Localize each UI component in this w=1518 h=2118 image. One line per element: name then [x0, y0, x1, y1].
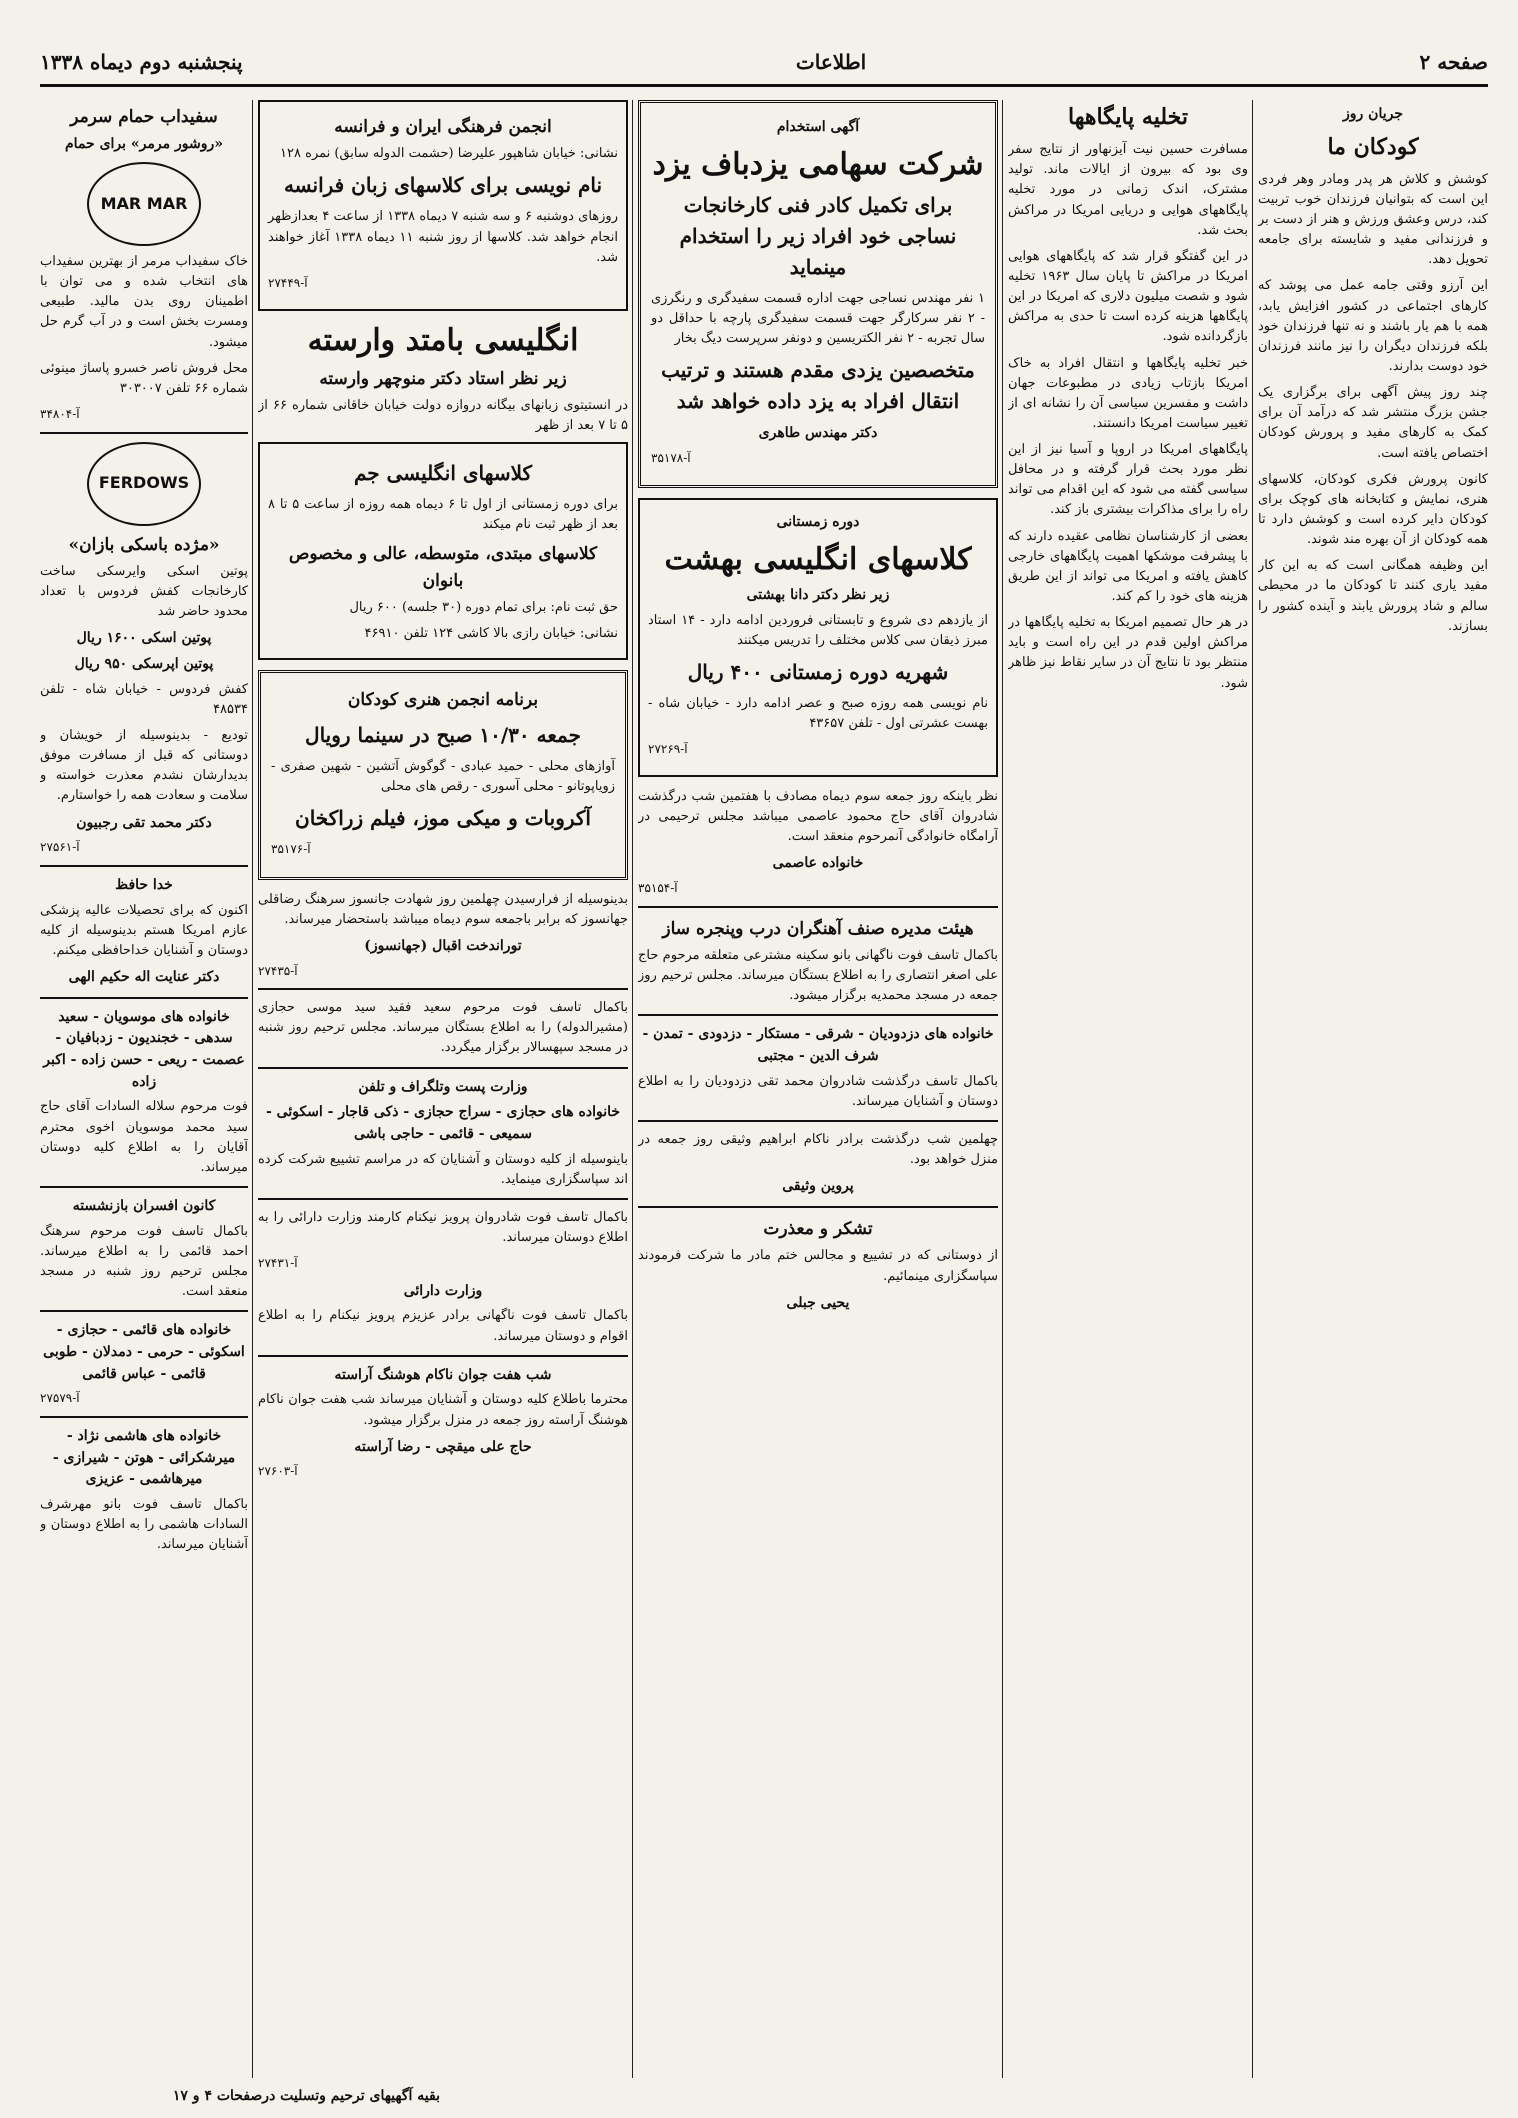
ad-code: آ-۲۷۴۴۹: [268, 275, 308, 290]
notice-families: خانواده های موسویان - سعید سدهی - خجندیون - زدبافیان - عصمت - ریعی - حسن زاده - اکبر زاده: [43, 1008, 245, 1090]
masthead: [40, 40, 1488, 87]
english-ad-kicker: دوره زمستانی: [776, 514, 860, 531]
editorial-paragraph: این وظیفه همگانی است که به این کار مفید یاری کنند تا کودکان ما در محیطی سالم و شاد پرورش یابند و آینده کشور را بسازند.: [1258, 558, 1488, 634]
page-footer-note: بقیه آگهیهای ترحیم وتسلیت درصفحات ۴ و ۱۷: [172, 2088, 440, 2104]
article-paragraph: مسافرت حسین نیت آیزنهاور از نتایج سفر وی بود که بیرون از ایالات ماند. تولید مشترک، اندک زمانی در مورد تخلیه پایگاههای هوایی و دریایی امریکا در مراکش بحث شد.: [1008, 142, 1248, 238]
marmar-ad-subtitle: «روشور مرمر» برای حمام: [65, 136, 223, 153]
notice-text: باینوسیله از کلیه دوستان و آشنایان که در مراسم تشییع شرکت کرده اند سپاسگزاری مینماید.: [258, 1151, 628, 1187]
notice-text: باکمال تاسف فوت شادروان پرویز نیکنام کارمند وزارت دارائی را به اطلاع دوستان میرساند.: [258, 1209, 628, 1246]
editorial-paragraph: کانون پرورش فکری کودکان، کلاسهای هنری، نمایش و کتابخانه های کوچک برای کودکان دایر کرده است و کوشش دارد تا همه کودکان از آن بهره مند شوند.: [1258, 471, 1488, 548]
ferdows-logo: FERDOWS: [87, 442, 201, 526]
notice-text: باکمال تاسف فوت ناگهانی برادر عزیزم پرویز نیکنام را به اطلاع اقوام و دوستان میرساند.: [258, 1308, 628, 1344]
notice-title: شب هفت جوان ناکام هوشنگ آراسته: [334, 1366, 552, 1383]
ad-code: آ-۲۷۴۳۵: [258, 963, 298, 978]
editorial-title: کودکان ما: [1327, 133, 1419, 160]
children-art-ad: [258, 670, 628, 879]
english-ad-body: از یازدهم دی شروع و تابستانی فروردین ادامه دارد - ۱۴ استاد مبرز ذیقان سی کلاس مختلف را تدریس میکنند: [648, 612, 988, 648]
farewell-note: تودیع - بدینوسیله از خویشان و دوستانی که قبل از مسافرت موفق بدیدارشان نشدم معذرت خواسته و سلامت و سعادت همه را خواستارم.: [40, 728, 248, 804]
ski-ad-address: کفش فردوس - خیابان شاه - تلفن ۴۸۵۳۴: [40, 681, 248, 717]
marmar-ad-address: محل فروش ناصر خسرو پاساژ مینوئی شماره ۶۶ تلفن ۳۰۳۰۰۷: [40, 360, 248, 396]
notice-signature: پروین وثیقی: [782, 1178, 854, 1195]
article-paragraph: بعضی از کارشناسان نظامی عقیده دارند که با پیشرفت موشکها اهمیت پایگاههای خارجی کاهش یافته و امریکا می تواند از این طریق هزینه های خود را کم کند.: [1008, 528, 1248, 605]
notice-families: خانواده های حجازی - سراج حجازی - ذکی قاجار - اسکوئی - سمیعی - قائمی - حاجی باشی: [265, 1104, 621, 1142]
notice-text: باکمال تاسف فوت بانو مهرشرف السادات هاشمی را به اطلاع دوستان و آشنایان میرساند.: [40, 1496, 248, 1553]
notice-title: وزارت دارائی: [403, 1282, 483, 1299]
varasteh-ad-title: انگلیسی بامتد وارسته: [307, 322, 579, 358]
notice-title: کانون افسران بازنشسته: [72, 1197, 216, 1214]
notice-signature: توراندخت اقبال (جهانسوز): [364, 937, 522, 954]
newspaper-page: [40, 100, 1488, 2078]
ski-ad-subtitle: پوتین اسکی وایرسکی ساخت کارخانجات کفش فردوس با تعداد محدود حاضر شد: [40, 563, 248, 620]
issue-date: پنجشنبه دوم دیماه ۱۳۳۸: [40, 50, 243, 74]
jam-ad-fee: حق ثبت نام: برای تمام دوره (۳۰ جلسه) ۶۰۰ ریال: [349, 600, 618, 616]
ad-code: آ-۳۴۸۰۴: [40, 407, 80, 422]
english-classes-ad: [638, 498, 998, 777]
art-ad-body: آوازهای محلی - حمید عبادی - گوگوش آتشین - شهین صفری - زویاپوتانو - محلی آسوری - رقص های محلی: [271, 758, 615, 794]
jam-ad-title: کلاسهای انگلیسی جم: [353, 461, 533, 486]
article-paragraph: در هر حال تصمیم امریکا به تخلیه پایگاهها در مراکش اولین قدم در این راه است و باید منتظر بود تا نتایج آن در سایر نقاط نیز ظاهر شود.: [1008, 615, 1248, 691]
art-ad-footer: آکروبات و میکی موز، فیلم زراکخان: [295, 806, 591, 830]
varasteh-ad-subtitle: زیر نظر استاد دکتر منوچهر وارسته: [319, 368, 567, 389]
article-title: تخلیه پایگاهها: [1068, 104, 1188, 130]
job-ad-kicker: آگهی استخدام: [776, 119, 860, 135]
editorial-paragraph: این آرزو وقتی جامه عمل می پوشد که کارهای اجتماعی در کشور افزایش یابد، همه با هم یار باشند و نه تنها فرزندان خود بلکه فرزندان دیگران را نیز مانند فرزندان خود دوست بدارند.: [1258, 278, 1488, 375]
job-ad: [638, 100, 998, 488]
ad-code: آ-۲۷۲۶۹: [648, 742, 688, 757]
marmar-ad-title: سفیداب حمام سرمر: [70, 107, 218, 127]
job-ad-company: شرکت سهامی یزدباف یزد: [652, 146, 984, 182]
notice-text: نظر باینکه روز جمعه سوم دیماه مصادف با هفتمین شب درگذشت شادروان آقای حاج محمود عاصمی میباشد مجلس ترحیمی در آرامگاه خانوادگی آنمرحوم منعقد است.: [638, 788, 998, 845]
notice-families: خانواده های قائمی - حجازی - اسکوئی - حرمی - دمدلان - طوبی قائمی - عباس قائمی: [43, 1322, 245, 1382]
job-ad-contact: دکتر مهندس طاهری: [758, 425, 878, 442]
art-ad-time: جمعه ۱۰/۳۰ صبح در سینما رویال: [305, 722, 581, 747]
ad-code: آ-۲۷۵۷۹: [40, 1391, 80, 1406]
art-ad-title: برنامه انجمن هنری کودکان: [347, 690, 539, 711]
notice-text: چهلمین شب درگذشت برادر ناکام ابراهیم وثیقی روز جمعه در منزل خواهد بود.: [638, 1132, 998, 1168]
notice-text: محترما باطلاع کلیه دوستان و آشنایان میرساند شب هفت جوان ناکام هوشنگ آراسته روز جمعه در منزل برگزار میشود.: [258, 1392, 628, 1428]
article-paragraph: در این گفتگو قرار شد که پایگاههای هوایی امریکا در مراکش تا پایان سال ۱۹۶۳ تخلیه شود و شصت میلیون دلاری که امریکا در این پایگاهها هزینه کرده است تا حدی به مراکش بازگردانده شود.: [1008, 248, 1248, 345]
column-kicker: جریان روز: [1343, 106, 1403, 122]
job-ad-body: ۱ نفر مهندس نساجی جهت اداره قسمت سفیدگری و رنگرزی - ۲ نفر سرکارگر جهت قسمت سفیدگری پارچه با حداقل دو سال تجربه - ۲ نفر الکتریسین و دونفر سرپرست دیگ بخار: [651, 290, 985, 346]
ski-price: پوتین اسکی ۱۶۰۰ ریال: [76, 630, 212, 647]
notice-signature: دکتر عنایت اله حکیم الهی: [68, 968, 220, 985]
jam-ad-body: برای دوره زمستانی از اول تا ۶ دیماه همه روزه از ساعت ۵ تا ۸ بعد از ظهر ثبت نام میکند: [268, 497, 618, 533]
notice-title: هیئت مدیره صنف آهنگران درب وپنجره ساز: [662, 918, 974, 939]
varasteh-ad-body: در انستیتوی زبانهای بیگانه دروازه دولت خیابان خاقانی شماره ۶۶ از ۵ تا ۷ بعد از ظهر: [258, 397, 628, 433]
editorial-paragraph: کوشش و کلاش هر پدر ومادر وهر فردی این است که بتوانیان فرزندان خوب تربیت کند، درس وعشق ورزش و هنر از دست بر و فرزندانی مفید و شایسته برای جامعه تحویل دهد.: [1258, 171, 1488, 268]
french-ad-subtitle: نام نویسی برای کلاسهای زبان فرانسه: [283, 173, 603, 198]
newspaper-name: اطلاعات: [795, 50, 867, 74]
notice-text: باکمال تاسف فوت مرحوم سرهنگ احمد قائمی را به اطلاع میرساند. مجلس ترحیم روز شنبه در مسجد منعقد است.: [40, 1223, 248, 1300]
ski-price: پوتین اپرسکی ۹۵۰ ریال: [74, 656, 214, 673]
english-ad-address: نام نویسی همه روزه صبح و عصر ادامه دارد - خیابان شاه - بهست عشرتی اول - تلفن ۴۳۶۵۷: [648, 696, 988, 732]
page-number: صفحه ۲: [1419, 50, 1488, 74]
notice-title: وزارت پست وتلگراف و تلفن: [358, 1078, 528, 1095]
notice-text: از دوستانی که در تشییع و مجالس ختم مادر ما شرکت فرمودند سپاسگزاری مینمائیم.: [638, 1248, 998, 1284]
french-ad-body: روزهای دوشنبه ۶ و سه شنبه ۷ دیماه ۱۳۳۸ از ساعت ۴ بعدازظهر انجام خواهد شد. کلاسها از روز شنبه ۱۱ دیماه ۱۳۳۸ آغاز خواهند شد.: [268, 209, 618, 265]
english-ad-fee: شهریه دوره زمستانی ۴۰۰ ریال: [687, 660, 949, 685]
english-ad-title: کلاسهای انگلیسی بهشت: [664, 542, 972, 578]
notice-signature: دکتر محمد تقی رجبیون: [76, 814, 212, 831]
french-ad-title: انجمن فرهنگی ایران و فرانسه: [334, 117, 552, 137]
notice-text: فوت مرحوم سلاله السادات آقای حاج سید محمد موسویان اخوی محترم آقایان را به اطلاع کلیه دوستان میرساند.: [40, 1099, 248, 1175]
article-column: [1008, 100, 1248, 2078]
notice-title: تشکر و معذرت: [763, 1219, 873, 1240]
notice-text: باکمال تاسف فوت مرحوم سعید فقید سید موسی حجازی (مشیرالدوله) را به اطلاع بستگان میرساند. مجلس ترحیم روز شنبه در مسجد سپهسالار برگزار میگردد.: [258, 1000, 628, 1056]
english-ad-subtitle: زیر نظر دکتر دانا بهشتی: [746, 587, 890, 604]
marmar-logo: MAR MAR: [87, 162, 201, 246]
ad-code: آ-۳۵۱۷۶: [271, 842, 311, 856]
article-paragraph: خبر تخلیه پایگاهها و انتقال افراد به خاک امریکا بازتاب زیادی در مطبوعات جهان داشت و مفسرین سیاسی آن را نشانه ای از تغییر سیاست امریکا دانستند.: [1008, 355, 1248, 431]
job-ad-subtitle: برای تکمیل کادر فنی کارخانجات نساجی خود افراد زیر را استخدام مینماید: [679, 192, 957, 279]
job-ad-note: متخصصین یزدی مقدم هستند و ترتیب انتقال افراد به یزد داده خواهد شد: [661, 358, 975, 414]
editorial-paragraph: چند روز پیش آگهی برای برگزاری یک جشن بزرگ منتشر شد که درآمد آن برای کمک به کارهای مفید و پرورش کودکان اختصاص یافته است.: [1258, 385, 1488, 461]
notice-title: خدا حافظ: [115, 876, 173, 893]
ads-column-3: [638, 100, 998, 2078]
ad-code: آ-۲۷۴۳۱: [258, 1256, 298, 1271]
notice-text: باکمال تاسف فوت ناگهانی بانو سکینه مشترعی متعلقه مرحوم حاج علی اصغر انتصاری را به اطلاع بستگان میرساند. مجلس ترحیم روز جمعه در مسجد محمدیه برگزار میشود.: [638, 947, 998, 1004]
notice-signature: حاج علی میقچی - رضا آراسته: [354, 1438, 532, 1455]
notice-signature: خانواده عاصمی: [772, 855, 864, 872]
article-paragraph: پایگاههای امریکا در اروپا و آسیا نیز از این نظر مورد بحث قرار گرفته و در محافل سیاسی گفته می شود که این اقدام می تواند راه را برای مذاکرات بیشتری باز کند.: [1008, 442, 1248, 518]
notice-text: باکمال تاسف درگذشت شادروان محمد تقی دزدودیان را به اطلاع دوستان و آشنایان میرساند.: [638, 1073, 998, 1109]
ski-ad-title: «مژده باسکی بازان»: [68, 534, 220, 555]
marmar-ad-body: خاک سفیداب مرمر از بهترین سفیداب های انتخاب شده و می توان با اطمینان روی بدن مالید. طبیعی ومسرت بخش است و در آب گرم حل میشود.: [40, 254, 248, 350]
jam-ad-address: نشانی: خیابان رازی بالا کاشی ۱۲۴ تلفن ۴۶۹۱۰: [364, 626, 618, 642]
jam-classes-ad: [258, 442, 628, 660]
french-ad-address: نشانی: خیابان شاهپور علیرضا (حشمت الدوله سابق) نمره ۱۲۸: [280, 146, 618, 162]
notice-signature: یحیی جبلی: [786, 1294, 850, 1311]
notice-text: بدینوسیله از فرارسیدن چهلمین روز شهادت جانسوز سرهنگ رضاقلی جهانسوز که برابر باجمعه سوم دیماه میباشد باستحضار میرساند.: [258, 891, 628, 927]
notice-families: خانواده های هاشمی نژاد - میرشکرائی - هوتن - شیرازی - میرهاشمی - عزیزی: [52, 1427, 236, 1488]
ad-code: آ-۳۵۱۷۸: [651, 450, 691, 465]
jam-ad-levels: کلاسهای مبتدی، متوسطه، عالی و مخصوص بانوان: [288, 544, 598, 591]
notice-text: اکنون که برای تحصیلات عالیه پزشکی عازم امریکا هستم بدینوسیله از کلیه دوستان و آشنایان خداحافظی میکنم.: [40, 902, 248, 958]
french-society-ad: [258, 100, 628, 311]
ad-code: آ-۲۷۵۶۱: [40, 840, 80, 855]
notice-families: خانواده های دزدودیان - شرقی - مستکار - دزدودی - تمدن - شرف الدین - مجتبی: [642, 1026, 994, 1065]
ad-code: آ-۲۷۶۰۳: [258, 1464, 298, 1479]
ad-code: آ-۳۵۱۵۴: [638, 881, 678, 896]
ads-column-5: [40, 100, 248, 2078]
ads-column-4: [258, 100, 628, 2078]
editorial-column: [1258, 100, 1488, 2078]
